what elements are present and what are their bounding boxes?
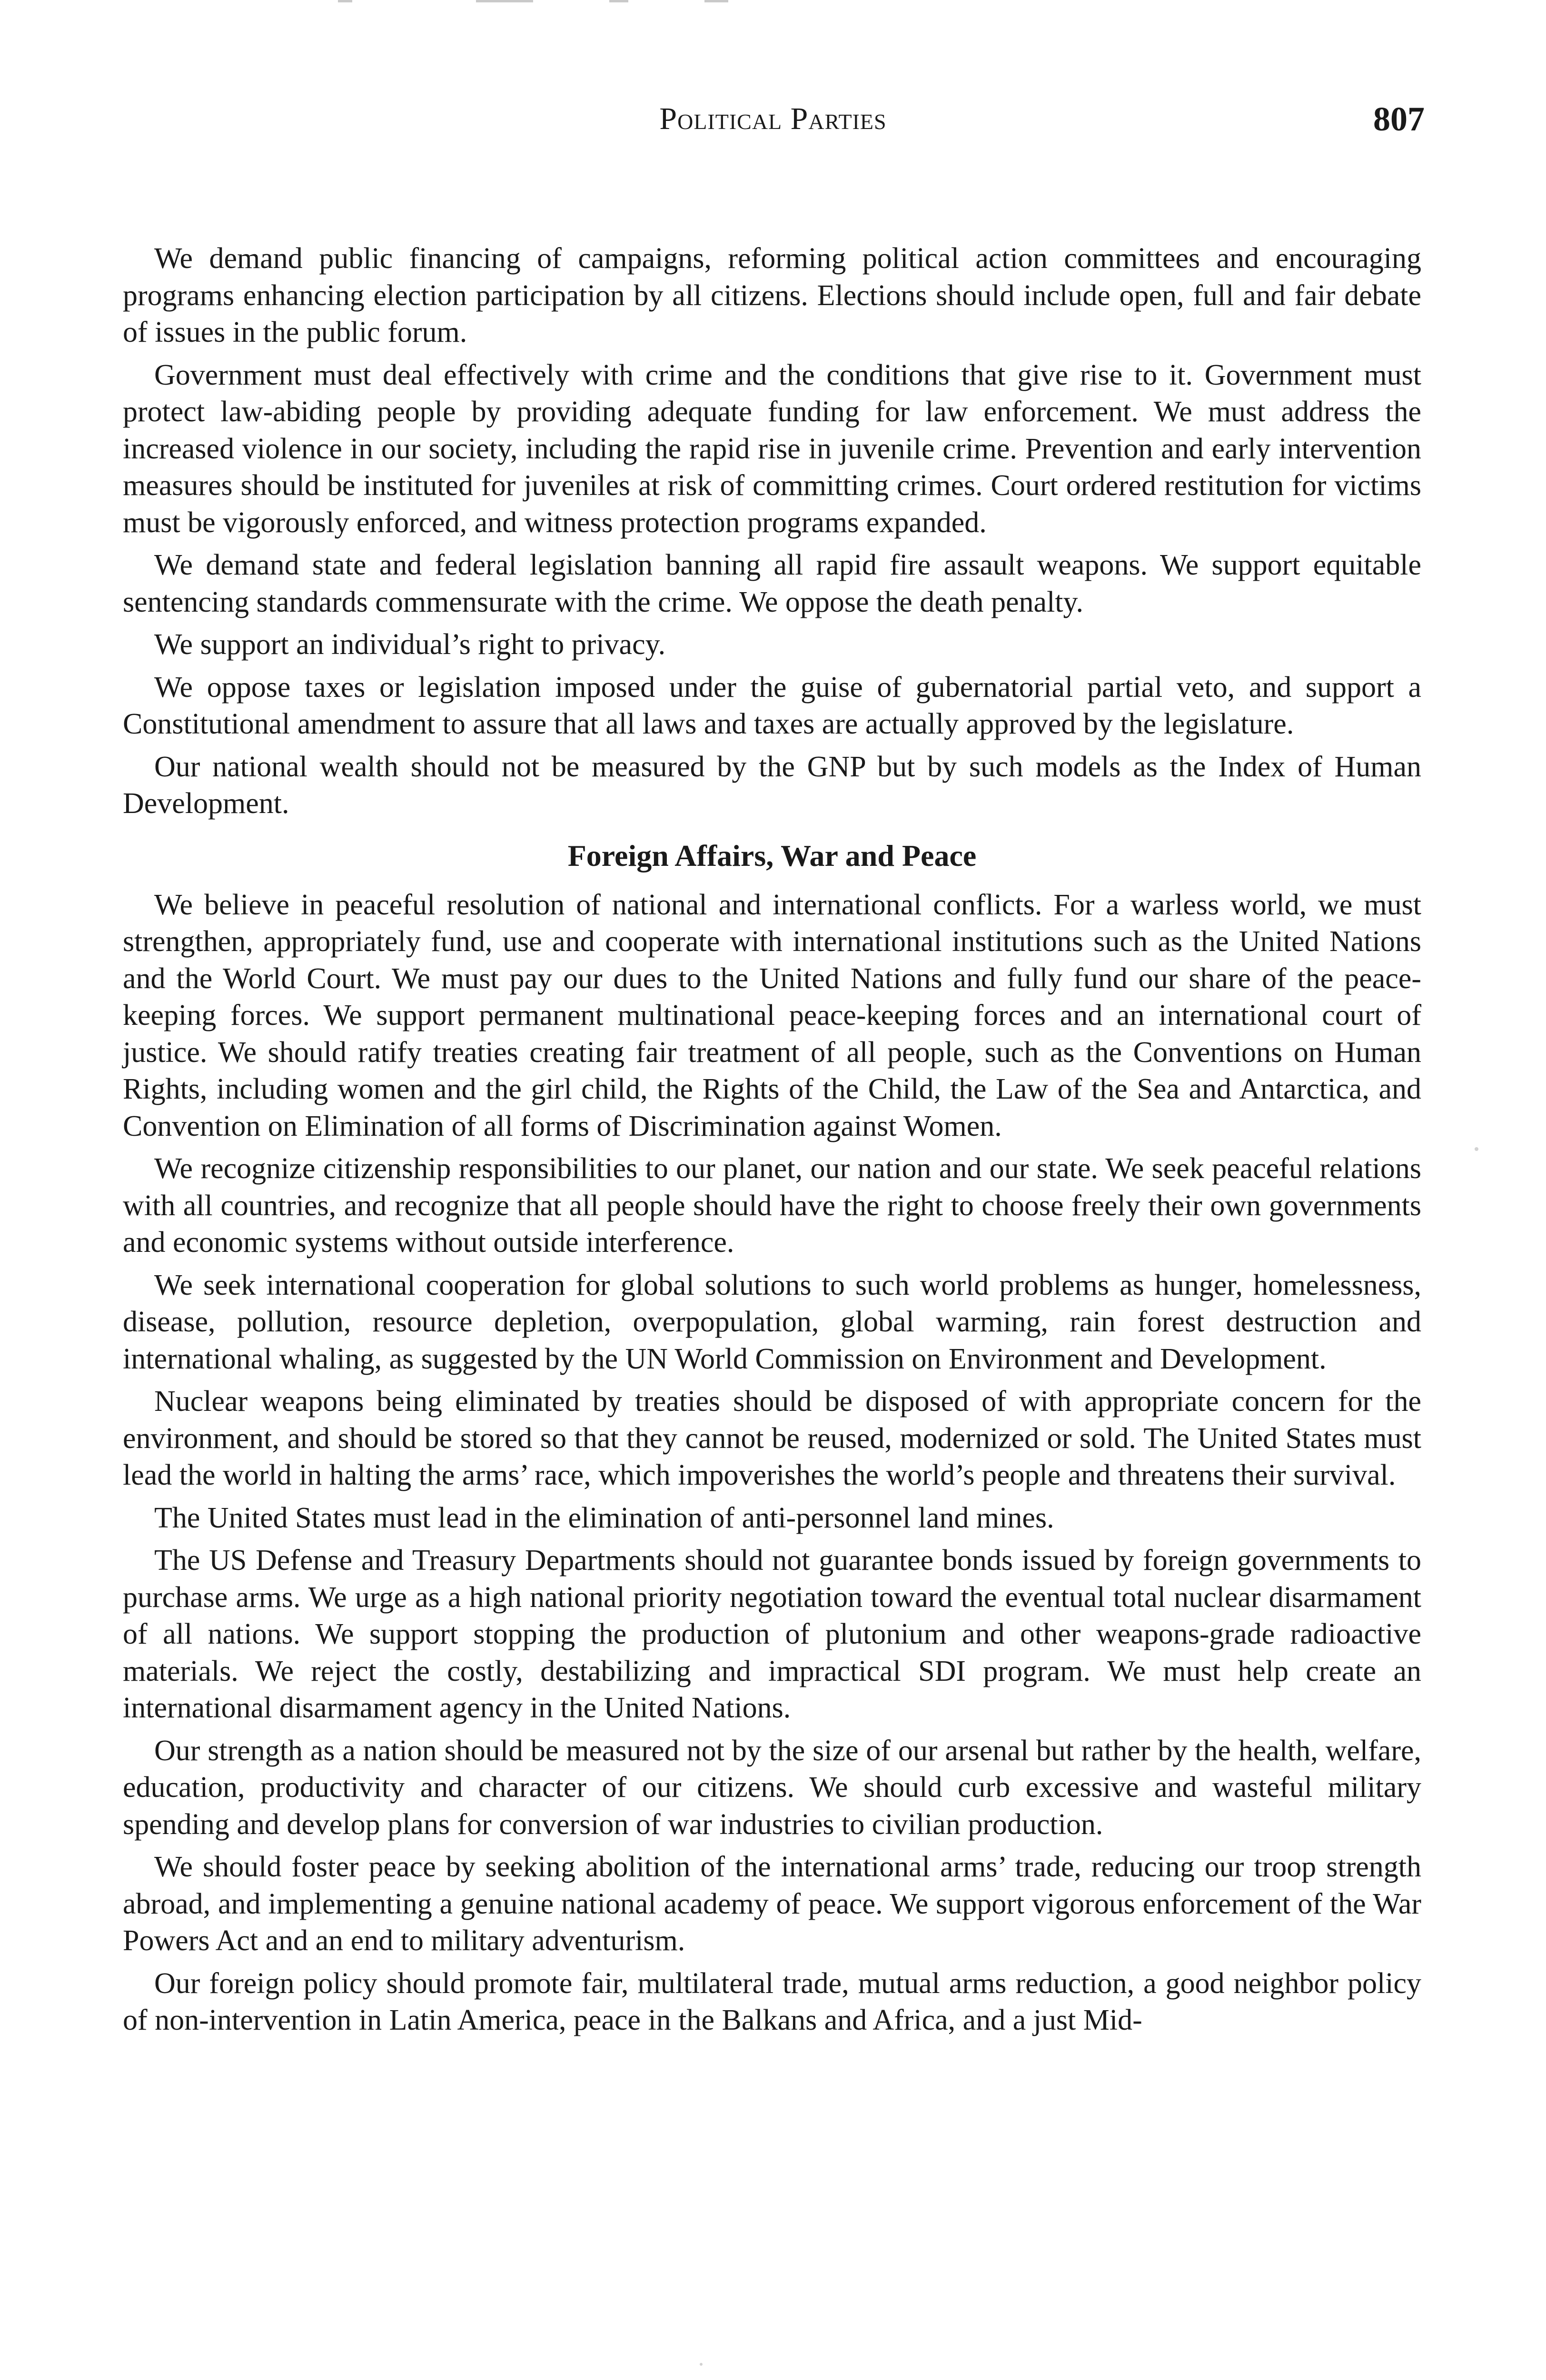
running-section-title: Political Parties <box>659 101 887 136</box>
body-text <box>123 240 1421 2045</box>
scan-artifact <box>700 2363 703 2366</box>
paragraph-privacy: We support an individual’s right to privacy. <box>154 628 666 661</box>
scan-artifact <box>704 0 728 2</box>
paragraph-national-wealth: Our national wealth should not be measured by the GNP but by such models as the Index of Human Development. <box>123 750 1421 820</box>
paragraph-defense-bonds: The US Defense and Treasury Departments should not guarantee bonds issued by foreign governments to purchase arms. We urge as a high national priority negotiation toward the eventual total nuclear disarmament of all nations. We support stopping the production of plutonium and other weapons-grade radioactive materials. We reject the costly, destabilizing and impractical SDI program. We must help create an international disarmament agency in the United Nations. <box>123 1544 1421 1724</box>
scan-artifact <box>476 0 533 2</box>
paragraph-foster-peace: We should foster peace by seeking abolition of the international arms’ trade, reducing our troop strength abroad, and implementing a genuine national academy of peace. We support vigorous enforcement of the War Powers Act and an end to military adventurism. <box>123 1851 1421 1957</box>
paragraph-national-strength: Our strength as a nation should be measured not by the size of our arsenal but rather by the health, welfare, education, productivity and character of our citizens. We should curb excessive and wasteful military spending and develop plans for conversion of war industries to civilian production. <box>123 1734 1421 1841</box>
paragraph-land-mines: The United States must lead in the elimination of anti-personnel land mines. <box>154 1501 1054 1534</box>
paragraph-crime: Government must deal effectively with crime and the conditions that give rise to it. Government must protect law-abiding people by providing adequate funding for law enforcement. We must address the increased violence in our society, including the rapid rise in juvenile crime. Prevention and early intervention measures should be instituted for juveniles at risk of committing crimes. Court ordered restitution for victims must be vigorously enforced, and witness protection programs expanded. <box>123 358 1421 539</box>
paragraph-citizenship: We recognize citizenship responsibilities to our planet, our nation and our state. We seek peaceful relations with all countries, and recognize that all people should have the right to choose freely their own governments and economic systems without outside interference. <box>123 1152 1421 1259</box>
section-heading-foreign-affairs: Foreign Affairs, War and Peace <box>567 838 977 873</box>
scan-artifact <box>1475 1147 1478 1151</box>
paragraph-assault-weapons: We demand state and federal legislation banning all rapid fire assault weapons. We support equitable sentencing standards commensurate with the crime. We oppose the death penalty. <box>123 549 1421 618</box>
paragraph-partial-veto: We oppose taxes or legislation imposed under the guise of gubernatorial partial veto, and support a Constitutional amendment to assure that all laws and taxes are actually approved by the legislature. <box>123 671 1421 740</box>
scan-artifact <box>338 0 352 2</box>
paragraph-peaceful-resolution: We believe in peaceful resolution of national and international conflicts. For a warless world, we must strengthen, appropriately fund, use and cooperate with international institutions such as the United Nations and the World Court. We must pay our dues to the United Nations and fully fund our share of the peace-keeping forces. We support permanent multinational peace-keeping forces and an international court of justice. We should ratify treaties creating fair treatment of all people, such as the Conventions on Human Rights, including women and the girl child, the Rights of the Child, the Law of the Sea and Antarctica, and Convention on Elimination of all forms of Discrimination against Women. <box>123 888 1421 1142</box>
paragraph-nuclear-weapons: Nuclear weapons being eliminated by treaties should be disposed of with appropriate concern for the environment, and should be stored so that they cannot be reused, modernized or sold. The United States must lead the world in halting the arms’ race, which impoverishes the world’s people and threatens their survival. <box>123 1385 1421 1491</box>
running-header <box>0 98 1546 140</box>
paragraph-global-cooperation: We seek international cooperation for global solutions to such world problems as hunger, homelessness, disease, pollution, resource depletion, overpopulation, global warming, rain forest destruction and international whaling, as suggested by the UN World Commission on Environment and Development. <box>123 1269 1421 1375</box>
paragraph-foreign-policy: Our foreign policy should promote fair, multilateral trade, mutual arms reduction, a good neighbor policy of non-intervention in Latin America, peace in the Balkans and Africa, and a just Mid- <box>123 1967 1421 2036</box>
page-number: 807 <box>1373 100 1425 138</box>
scan-artifact <box>609 0 628 2</box>
paragraph-campaign-financing: We demand public financing of campaigns, reforming political action committees and encouraging programs enhancing election participation by all citizens. Elections should include open, full and fair debate of issues in the public forum. <box>123 242 1421 348</box>
